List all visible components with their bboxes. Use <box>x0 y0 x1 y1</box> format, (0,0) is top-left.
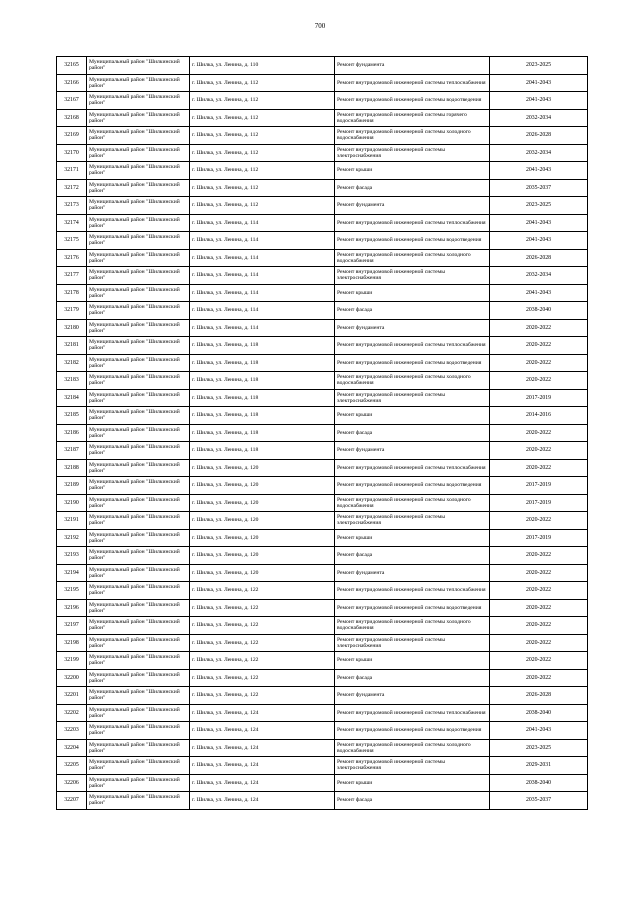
address-cell: г. Шилка, ул. Ленина, д. 122 <box>190 582 335 600</box>
row-number-cell: 32185 <box>57 407 87 425</box>
work-type-cell: Ремонт крыши <box>335 162 490 180</box>
period-cell: 2020-2022 <box>490 564 588 582</box>
municipality-cell: Муниципальный район "Шилкинский район" <box>87 512 190 530</box>
work-type-cell: Ремонт внутридомовой инженерной системы холодного водоснабжения <box>335 127 490 145</box>
work-type-cell: Ремонт внутридомовой инженерной системы холодного водоснабжения <box>335 739 490 757</box>
period-cell: 2026-2028 <box>490 127 588 145</box>
page-number: 700 <box>314 22 326 30</box>
address-cell: г. Шилка, ул. Ленина, д. 118 <box>190 337 335 355</box>
work-type-cell: Ремонт фундамента <box>335 687 490 705</box>
period-cell: 2020-2022 <box>490 599 588 617</box>
row-number-cell: 32182 <box>57 354 87 372</box>
address-cell: г. Шилка, ул. Ленина, д. 112 <box>190 144 335 162</box>
address-cell: г. Шилка, ул. Ленина, д. 114 <box>190 249 335 267</box>
row-number-cell: 32198 <box>57 634 87 652</box>
municipality-cell: Муниципальный район "Шилкинский район" <box>87 547 190 565</box>
address-cell: г. Шилка, ул. Ленина, д. 118 <box>190 424 335 442</box>
municipality-cell: Муниципальный район "Шилкинский район" <box>87 372 190 390</box>
period-cell: 2020-2022 <box>490 634 588 652</box>
row-number-cell: 32181 <box>57 337 87 355</box>
period-cell: 2041-2043 <box>490 92 588 110</box>
work-type-cell: Ремонт внутридомовой инженерной системы водоотведения <box>335 722 490 740</box>
address-cell: г. Шилка, ул. Ленина, д. 112 <box>190 92 335 110</box>
address-cell: г. Шилка, ул. Ленина, д. 124 <box>190 757 335 775</box>
table-row <box>57 389 588 407</box>
period-cell: 2041-2043 <box>490 214 588 232</box>
row-number-cell: 32207 <box>57 792 87 810</box>
address-cell: г. Шилка, ул. Ленина, д. 112 <box>190 127 335 145</box>
table-row <box>57 284 588 302</box>
table-row <box>57 529 588 547</box>
work-type-cell: Ремонт внутридомовой инженерной системы холодного водоснабжения <box>335 494 490 512</box>
address-cell: г. Шилка, ул. Ленина, д. 122 <box>190 634 335 652</box>
municipality-cell: Муниципальный район "Шилкинский район" <box>87 249 190 267</box>
address-cell: г. Шилка, ул. Ленина, д. 120 <box>190 564 335 582</box>
table-row <box>57 424 588 442</box>
municipality-cell: Муниципальный район "Шилкинский район" <box>87 179 190 197</box>
row-number-cell: 32175 <box>57 232 87 250</box>
row-number-cell: 32186 <box>57 424 87 442</box>
municipality-cell: Муниципальный район "Шилкинский район" <box>87 267 190 285</box>
address-cell: г. Шилка, ул. Ленина, д. 120 <box>190 459 335 477</box>
address-cell: г. Шилка, ул. Ленина, д. 114 <box>190 319 335 337</box>
period-cell: 2032-2034 <box>490 267 588 285</box>
row-number-cell: 32172 <box>57 179 87 197</box>
table-row <box>57 319 588 337</box>
address-cell: г. Шилка, ул. Ленина, д. 120 <box>190 494 335 512</box>
address-cell: г. Шилка, ул. Ленина, д. 122 <box>190 599 335 617</box>
municipality-cell: Муниципальный район "Шилкинский район" <box>87 284 190 302</box>
period-cell: 2017-2019 <box>490 389 588 407</box>
table-row <box>57 459 588 477</box>
municipality-cell: Муниципальный район "Шилкинский район" <box>87 564 190 582</box>
table-row <box>57 599 588 617</box>
period-cell: 2041-2043 <box>490 162 588 180</box>
row-number-cell: 32205 <box>57 757 87 775</box>
row-number-cell: 32193 <box>57 547 87 565</box>
address-cell: г. Шилка, ул. Ленина, д. 112 <box>190 109 335 127</box>
work-type-cell: Ремонт фасада <box>335 792 490 810</box>
row-number-cell: 32170 <box>57 144 87 162</box>
municipality-cell: Муниципальный район "Шилкинский район" <box>87 792 190 810</box>
table-row <box>57 774 588 792</box>
table-row <box>57 582 588 600</box>
municipality-cell: Муниципальный район "Шилкинский район" <box>87 739 190 757</box>
table-row <box>57 494 588 512</box>
work-type-cell: Ремонт внутридомовой инженерной системы горячего водоснабжения <box>335 109 490 127</box>
table-row <box>57 442 588 460</box>
row-number-cell: 32176 <box>57 249 87 267</box>
table-row <box>57 354 588 372</box>
table-row <box>57 652 588 670</box>
work-type-cell: Ремонт фасада <box>335 547 490 565</box>
table-row <box>57 722 588 740</box>
table-row <box>57 739 588 757</box>
period-cell: 2041-2043 <box>490 232 588 250</box>
address-cell: г. Шилка, ул. Ленина, д. 114 <box>190 284 335 302</box>
address-cell: г. Шилка, ул. Ленина, д. 118 <box>190 372 335 390</box>
address-cell: г. Шилка, ул. Ленина, д. 120 <box>190 547 335 565</box>
work-type-cell: Ремонт фундамента <box>335 442 490 460</box>
work-type-cell: Ремонт внутридомовой инженерной системы теплоснабжения <box>335 704 490 722</box>
row-number-cell: 32180 <box>57 319 87 337</box>
table-row <box>57 302 588 320</box>
municipality-cell: Муниципальный район "Шилкинский район" <box>87 459 190 477</box>
municipality-cell: Муниципальный район "Шилкинский район" <box>87 57 190 75</box>
work-type-cell: Ремонт внутридомовой инженерной системы водоотведения <box>335 477 490 495</box>
period-cell: 2014-2016 <box>490 407 588 425</box>
row-number-cell: 32206 <box>57 774 87 792</box>
municipality-cell: Муниципальный район "Шилкинский район" <box>87 214 190 232</box>
table-row <box>57 407 588 425</box>
row-number-cell: 32188 <box>57 459 87 477</box>
municipality-cell: Муниципальный район "Шилкинский район" <box>87 494 190 512</box>
row-number-cell: 32192 <box>57 529 87 547</box>
table-row <box>57 109 588 127</box>
work-type-cell: Ремонт фасада <box>335 424 490 442</box>
period-cell: 2032-2034 <box>490 144 588 162</box>
work-type-cell: Ремонт фундамента <box>335 319 490 337</box>
address-cell: г. Шилка, ул. Ленина, д. 112 <box>190 74 335 92</box>
row-number-cell: 32169 <box>57 127 87 145</box>
table-row <box>57 127 588 145</box>
work-type-cell: Ремонт внутридомовой инженерной системы электроснабжения <box>335 634 490 652</box>
period-cell: 2023-2025 <box>490 57 588 75</box>
municipality-cell: Муниципальный район "Шилкинский район" <box>87 652 190 670</box>
table-row <box>57 179 588 197</box>
row-number-cell: 32194 <box>57 564 87 582</box>
municipality-cell: Муниципальный район "Шилкинский район" <box>87 197 190 215</box>
table-row <box>57 214 588 232</box>
municipality-cell: Муниципальный район "Шилкинский район" <box>87 529 190 547</box>
period-cell: 2026-2028 <box>490 687 588 705</box>
work-type-cell: Ремонт крыши <box>335 774 490 792</box>
table-row <box>57 477 588 495</box>
table-row <box>57 267 588 285</box>
table-row <box>57 249 588 267</box>
address-cell: г. Шилка, ул. Ленина, д. 114 <box>190 214 335 232</box>
work-type-cell: Ремонт фасада <box>335 179 490 197</box>
row-number-cell: 32202 <box>57 704 87 722</box>
row-number-cell: 32195 <box>57 582 87 600</box>
work-type-cell: Ремонт внутридомовой инженерной системы электроснабжения <box>335 757 490 775</box>
period-cell: 2041-2043 <box>490 722 588 740</box>
repair-schedule-table <box>56 56 588 810</box>
work-type-cell: Ремонт крыши <box>335 652 490 670</box>
row-number-cell: 32200 <box>57 669 87 687</box>
row-number-cell: 32204 <box>57 739 87 757</box>
municipality-cell: Муниципальный район "Шилкинский район" <box>87 354 190 372</box>
address-cell: г. Шилка, ул. Ленина, д. 118 <box>190 354 335 372</box>
address-cell: г. Шилка, ул. Ленина, д. 124 <box>190 792 335 810</box>
row-number-cell: 32173 <box>57 197 87 215</box>
row-number-cell: 32174 <box>57 214 87 232</box>
municipality-cell: Муниципальный район "Шилкинский район" <box>87 162 190 180</box>
address-cell: г. Шилка, ул. Ленина, д. 124 <box>190 722 335 740</box>
municipality-cell: Муниципальный район "Шилкинский район" <box>87 774 190 792</box>
period-cell: 2020-2022 <box>490 669 588 687</box>
work-type-cell: Ремонт внутридомовой инженерной системы теплоснабжения <box>335 582 490 600</box>
table-body <box>57 57 588 810</box>
row-number-cell: 32166 <box>57 74 87 92</box>
address-cell: г. Шилка, ул. Ленина, д. 112 <box>190 197 335 215</box>
work-type-cell: Ремонт внутридомовой инженерной системы водоотведения <box>335 232 490 250</box>
work-type-cell: Ремонт внутридомовой инженерной системы электроснабжения <box>335 144 490 162</box>
period-cell: 2035-2037 <box>490 792 588 810</box>
period-cell: 2020-2022 <box>490 372 588 390</box>
address-cell: г. Шилка, ул. Ленина, д. 114 <box>190 232 335 250</box>
work-type-cell: Ремонт внутридомовой инженерной системы электроснабжения <box>335 389 490 407</box>
work-type-cell: Ремонт внутридомовой инженерной системы водоотведения <box>335 599 490 617</box>
municipality-cell: Муниципальный район "Шилкинский район" <box>87 337 190 355</box>
table-row <box>57 232 588 250</box>
address-cell: г. Шилка, ул. Ленина, д. 112 <box>190 179 335 197</box>
work-type-cell: Ремонт внутридомовой инженерной системы водоотведения <box>335 354 490 372</box>
row-number-cell: 32178 <box>57 284 87 302</box>
row-number-cell: 32183 <box>57 372 87 390</box>
table-row <box>57 564 588 582</box>
municipality-cell: Муниципальный район "Шилкинский район" <box>87 144 190 162</box>
table-row <box>57 792 588 810</box>
row-number-cell: 32167 <box>57 92 87 110</box>
table-row <box>57 57 588 75</box>
period-cell: 2026-2028 <box>490 249 588 267</box>
period-cell: 2041-2043 <box>490 284 588 302</box>
table-row <box>57 687 588 705</box>
period-cell: 2038-2040 <box>490 704 588 722</box>
period-cell: 2020-2022 <box>490 459 588 477</box>
period-cell: 2029-2031 <box>490 757 588 775</box>
table-row <box>57 547 588 565</box>
period-cell: 2023-2025 <box>490 197 588 215</box>
row-number-cell: 32196 <box>57 599 87 617</box>
address-cell: г. Шилка, ул. Ленина, д. 118 <box>190 407 335 425</box>
address-cell: г. Шилка, ул. Ленина, д. 110 <box>190 57 335 75</box>
municipality-cell: Муниципальный район "Шилкинский район" <box>87 599 190 617</box>
address-cell: г. Шилка, ул. Ленина, д. 124 <box>190 739 335 757</box>
address-cell: г. Шилка, ул. Ленина, д. 118 <box>190 389 335 407</box>
row-number-cell: 32168 <box>57 109 87 127</box>
period-cell: 2032-2034 <box>490 109 588 127</box>
work-type-cell: Ремонт внутридомовой инженерной системы теплоснабжения <box>335 337 490 355</box>
work-type-cell: Ремонт внутридомовой инженерной системы холодного водоснабжения <box>335 249 490 267</box>
work-type-cell: Ремонт внутридомовой инженерной системы теплоснабжения <box>335 459 490 477</box>
period-cell: 2038-2040 <box>490 302 588 320</box>
period-cell: 2017-2019 <box>490 529 588 547</box>
period-cell: 2020-2022 <box>490 652 588 670</box>
period-cell: 2020-2022 <box>490 617 588 635</box>
municipality-cell: Муниципальный район "Шилкинский район" <box>87 74 190 92</box>
work-type-cell: Ремонт внутридомовой инженерной системы электроснабжения <box>335 267 490 285</box>
row-number-cell: 32190 <box>57 494 87 512</box>
period-cell: 2035-2037 <box>490 179 588 197</box>
table-row <box>57 757 588 775</box>
municipality-cell: Муниципальный район "Шилкинский район" <box>87 722 190 740</box>
municipality-cell: Муниципальный район "Шилкинский район" <box>87 582 190 600</box>
address-cell: г. Шилка, ул. Ленина, д. 120 <box>190 477 335 495</box>
row-number-cell: 32199 <box>57 652 87 670</box>
row-number-cell: 32165 <box>57 57 87 75</box>
table-row <box>57 634 588 652</box>
municipality-cell: Муниципальный район "Шилкинский район" <box>87 407 190 425</box>
table-row <box>57 144 588 162</box>
work-type-cell: Ремонт внутридомовой инженерной системы водоотведения <box>335 92 490 110</box>
work-type-cell: Ремонт фундамента <box>335 564 490 582</box>
municipality-cell: Муниципальный район "Шилкинский район" <box>87 127 190 145</box>
period-cell: 2020-2022 <box>490 442 588 460</box>
row-number-cell: 32179 <box>57 302 87 320</box>
address-cell: г. Шилка, ул. Ленина, д. 122 <box>190 617 335 635</box>
work-type-cell: Ремонт внутридомовой инженерной системы теплоснабжения <box>335 214 490 232</box>
table-row <box>57 669 588 687</box>
address-cell: г. Шилка, ул. Ленина, д. 122 <box>190 652 335 670</box>
work-type-cell: Ремонт крыши <box>335 284 490 302</box>
period-cell: 2041-2043 <box>490 74 588 92</box>
address-cell: г. Шилка, ул. Ленина, д. 114 <box>190 302 335 320</box>
address-cell: г. Шилка, ул. Ленина, д. 124 <box>190 774 335 792</box>
row-number-cell: 32184 <box>57 389 87 407</box>
work-type-cell: Ремонт фасада <box>335 669 490 687</box>
row-number-cell: 32197 <box>57 617 87 635</box>
table-row <box>57 74 588 92</box>
row-number-cell: 32171 <box>57 162 87 180</box>
address-cell: г. Шилка, ул. Ленина, д. 118 <box>190 442 335 460</box>
row-number-cell: 32177 <box>57 267 87 285</box>
row-number-cell: 32201 <box>57 687 87 705</box>
work-type-cell: Ремонт внутридомовой инженерной системы холодного водоснабжения <box>335 617 490 635</box>
address-cell: г. Шилка, ул. Ленина, д. 120 <box>190 512 335 530</box>
period-cell: 2020-2022 <box>490 319 588 337</box>
municipality-cell: Муниципальный район "Шилкинский район" <box>87 424 190 442</box>
row-number-cell: 32189 <box>57 477 87 495</box>
municipality-cell: Муниципальный район "Шилкинский район" <box>87 687 190 705</box>
period-cell: 2017-2019 <box>490 477 588 495</box>
municipality-cell: Муниципальный район "Шилкинский район" <box>87 319 190 337</box>
row-number-cell: 32191 <box>57 512 87 530</box>
municipality-cell: Муниципальный район "Шилкинский район" <box>87 302 190 320</box>
period-cell: 2023-2025 <box>490 739 588 757</box>
municipality-cell: Муниципальный район "Шилкинский район" <box>87 634 190 652</box>
work-type-cell: Ремонт фундамента <box>335 57 490 75</box>
work-type-cell: Ремонт фасада <box>335 302 490 320</box>
row-number-cell: 32187 <box>57 442 87 460</box>
municipality-cell: Муниципальный район "Шилкинский район" <box>87 109 190 127</box>
municipality-cell: Муниципальный район "Шилкинский район" <box>87 389 190 407</box>
municipality-cell: Муниципальный район "Шилкинский район" <box>87 477 190 495</box>
period-cell: 2020-2022 <box>490 512 588 530</box>
work-type-cell: Ремонт внутридомовой инженерной системы холодного водоснабжения <box>335 372 490 390</box>
work-type-cell: Ремонт внутридомовой инженерной системы электроснабжения <box>335 512 490 530</box>
period-cell: 2020-2022 <box>490 337 588 355</box>
municipality-cell: Муниципальный район "Шилкинский район" <box>87 232 190 250</box>
period-cell: 2020-2022 <box>490 354 588 372</box>
address-cell: г. Шилка, ул. Ленина, д. 114 <box>190 267 335 285</box>
period-cell: 2020-2022 <box>490 582 588 600</box>
municipality-cell: Муниципальный район "Шилкинский район" <box>87 757 190 775</box>
municipality-cell: Муниципальный район "Шилкинский район" <box>87 669 190 687</box>
period-cell: 2020-2022 <box>490 547 588 565</box>
address-cell: г. Шилка, ул. Ленина, д. 124 <box>190 704 335 722</box>
address-cell: г. Шилка, ул. Ленина, д. 122 <box>190 687 335 705</box>
municipality-cell: Муниципальный район "Шилкинский район" <box>87 617 190 635</box>
work-type-cell: Ремонт внутридомовой инженерной системы теплоснабжения <box>335 74 490 92</box>
table-row <box>57 197 588 215</box>
table-row <box>57 92 588 110</box>
municipality-cell: Муниципальный район "Шилкинский район" <box>87 92 190 110</box>
table-row <box>57 617 588 635</box>
period-cell: 2017-2019 <box>490 494 588 512</box>
table-row <box>57 372 588 390</box>
address-cell: г. Шилка, ул. Ленина, д. 120 <box>190 529 335 547</box>
table-row <box>57 704 588 722</box>
address-cell: г. Шилка, ул. Ленина, д. 122 <box>190 669 335 687</box>
work-type-cell: Ремонт крыши <box>335 407 490 425</box>
work-type-cell: Ремонт крыши <box>335 529 490 547</box>
address-cell: г. Шилка, ул. Ленина, д. 112 <box>190 162 335 180</box>
table-row <box>57 512 588 530</box>
period-cell: 2020-2022 <box>490 424 588 442</box>
work-type-cell: Ремонт фундамента <box>335 197 490 215</box>
row-number-cell: 32203 <box>57 722 87 740</box>
municipality-cell: Муниципальный район "Шилкинский район" <box>87 442 190 460</box>
table-row <box>57 337 588 355</box>
table-row <box>57 162 588 180</box>
period-cell: 2038-2040 <box>490 774 588 792</box>
municipality-cell: Муниципальный район "Шилкинский район" <box>87 704 190 722</box>
